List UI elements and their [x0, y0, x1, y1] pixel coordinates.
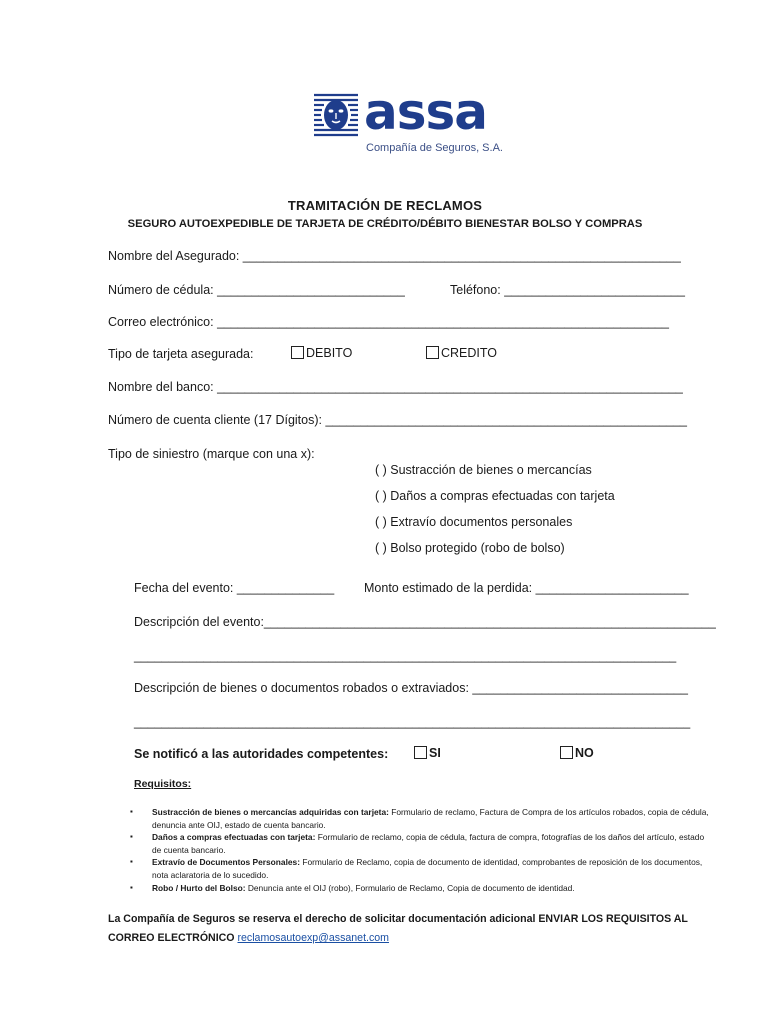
page-subtitle: SEGURO AUTOEXPEDIBLE DE TARJETA DE CRÉDITO/DÉBITO BIENESTAR BOLSO Y COMPRAS: [127, 218, 643, 230]
descripcion-evento-line2[interactable]: ______________________________________________________________________________: [134, 649, 677, 663]
list-item: [120, 856, 710, 881]
monto-estimado-field[interactable]: Monto estimado de la perdida: ______________________: [364, 581, 689, 595]
footer-notice: La Compañía de Seguros se reserva el derecho de solicitar documentación adicional ENVIAR LOS REQUISITOS AL: [108, 913, 688, 925]
requisito-text: Formulario de reclamo, copia de cédula, factura de compra, fotografías de los daños del artículo, estado de cuenta bancario.: [152, 832, 705, 855]
credito-label: CREDITO: [441, 346, 498, 360]
debito-option[interactable]: [291, 346, 352, 360]
no-option[interactable]: [560, 746, 594, 760]
requisito-text: Formulario de reclamo, Factura de Compra de los artículos robados, copia de cédula, denuncia ante OIJ, estado de cuenta bancario.: [152, 807, 709, 830]
footer-email-line: [108, 932, 389, 944]
brand-subtitle: Compañía de Seguros, S.A.: [366, 142, 503, 154]
list-item: [120, 882, 710, 895]
requisito-title: Robo / Hurto del Bolso:: [152, 882, 246, 893]
email-link[interactable]: reclamosautoexp@assanet.com: [237, 932, 389, 944]
credito-option[interactable]: [426, 346, 497, 360]
descripcion-evento-field[interactable]: Descripción del evento:_________________________________________________________________: [134, 615, 716, 629]
telefono-field[interactable]: Teléfono: __________________________: [450, 283, 685, 297]
requisito-title: Extravío de Documentos Personales:: [152, 857, 301, 868]
autoridades-label: Se notificó a las autoridades competentes:: [134, 747, 389, 761]
banco-field[interactable]: Nombre del banco: ___________________________________________________________________: [108, 380, 683, 394]
fecha-evento-field[interactable]: Fecha del evento: ______________: [134, 581, 335, 595]
siniestro-option-sustraccion[interactable]: ( ) Sustracción de bienes o mercancías: [375, 463, 592, 477]
correo-field[interactable]: Correo electrónico: _________________________________________________________________: [108, 315, 669, 329]
debito-checkbox[interactable]: [291, 346, 304, 359]
cedula-field[interactable]: Número de cédula: ___________________________: [108, 283, 405, 297]
cuenta-field[interactable]: Número de cuenta cliente (17 Dígitos): ____________________________________________________: [108, 413, 687, 427]
siniestro-option-danos[interactable]: ( ) Daños a compras efectuadas con tarjeta: [375, 489, 615, 503]
bullet-icon: ▪: [130, 857, 133, 867]
list-item: [120, 806, 710, 831]
siniestro-option-extravio[interactable]: ( ) Extravío documentos personales: [375, 515, 573, 529]
descripcion-bienes-field[interactable]: Descripción de bienes o documentos robados o extraviados: _______________________________: [134, 681, 688, 695]
bullet-icon: ▪: [130, 807, 133, 816]
nombre-asegurado-field[interactable]: Nombre del Asegurado: _______________________________________________________________: [108, 249, 681, 263]
si-option[interactable]: [414, 746, 441, 760]
lion-logo-icon: [312, 91, 360, 139]
list-item: [120, 831, 710, 856]
requisito-text: Formulario de Reclamo, copia de documento de identidad, comprobantes de reposición de los documentos, nota aclaratoria de lo sucedido.: [152, 857, 703, 880]
no-label: NO: [575, 746, 594, 760]
requisito-title: Sustracción de bienes o mercancías adquiridas con tarjeta:: [152, 807, 389, 817]
tipo-tarjeta-label: Tipo de tarjeta asegurada:: [108, 347, 254, 361]
footer-prefix: CORREO ELECTRÓNICO: [108, 932, 238, 944]
requisitos-heading: Requisitos:: [134, 778, 192, 790]
siniestro-label: Tipo de siniestro (marque con una x):: [108, 447, 315, 461]
no-checkbox[interactable]: [560, 746, 573, 759]
brand-wordmark: assa: [364, 83, 488, 141]
bullet-icon: ▪: [130, 882, 133, 892]
descripcion-bienes-line2[interactable]: ________________________________________________________________________________: [134, 715, 691, 729]
requisitos-list: [120, 806, 710, 894]
debito-label: DEBITO: [306, 346, 353, 360]
bullet-icon: ▪: [130, 832, 133, 842]
requisito-text: Denuncia ante el OIJ (robo), Formulario de Reclamo, Copia de documento de identidad.: [245, 882, 575, 893]
si-label: SI: [429, 746, 441, 760]
siniestro-option-bolso[interactable]: ( ) Bolso protegido (robo de bolso): [375, 541, 565, 555]
si-checkbox[interactable]: [414, 746, 427, 759]
credito-checkbox[interactable]: [426, 346, 439, 359]
page-title: TRAMITACIÓN DE RECLAMOS: [287, 198, 483, 213]
requisito-title: Daños a compras efectuadas con tarjeta:: [152, 832, 316, 843]
